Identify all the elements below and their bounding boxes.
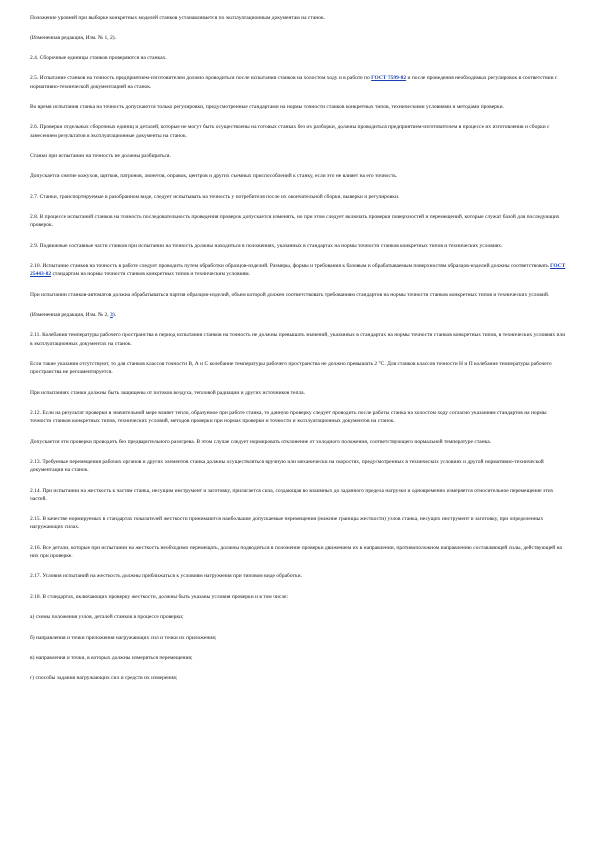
- paragraph-2-12: [30, 409, 566, 425]
- paragraph-2-6: [30, 123, 566, 139]
- paragraph-air-protection: [30, 389, 566, 397]
- paragraph-removal-allowed: [30, 172, 566, 180]
- paragraph-2-16: [30, 544, 566, 560]
- paragraph-automatic-machines: [30, 291, 566, 299]
- paragraph-text: Положение уровней при выборке конкретных моделей станков устанавливается по эксплуатационным документам на станок.: [30, 15, 326, 21]
- amendment-3-link[interactable]: 3: [110, 312, 113, 319]
- paragraph-2-7: [30, 193, 566, 201]
- paragraph-text: Допускается эти проверки проводить без предварительного разогрева. В этом случае следует нормировать отклонение от холодного положения, соответствующего нормальной температуре станка.: [30, 438, 492, 445]
- paragraph-text: Допускается снятие кожухов, щитков, патронов, люнетов, оправок, центров и других съемных приспособлений к станку, если это не влияет на его точность.: [30, 173, 398, 180]
- paragraph-no-preheat: [30, 438, 566, 446]
- paragraph-levels-position: [30, 14, 566, 22]
- paragraph-text: 2.4. Сборочные единицы станков проверяются на станках.: [30, 54, 167, 61]
- paragraph-text: стандартам на нормы точности станков конкретных типов и техническим условиям.: [51, 271, 250, 278]
- paragraph-text: 2.14. При испытании на жесткость к частям станка, несущим инструмент и заготовку, прилагается сила, создающая во взаимных до заданного предела нагрузки и одновременно измеряется относительное перемещение этих частей.: [30, 487, 554, 502]
- paragraph-text: 2.17. Условия испытаний на жесткость должны приближаться к условиям нагружения при типовом виде обработки.: [30, 573, 302, 580]
- paragraph-text: Во время испытания станка на точность допускаются только регулировки, предусмотренные стандартами на нормы точности станков конкретных типов, техническими условиями и методами проверки.: [30, 103, 504, 110]
- paragraph-text: 2.16. Все детали, которые при испытании на жесткость необходимо перемещать, должны подводиться в положение проверки движением их в направлении, противоположном направлению составляющей силы, действующей на них при проверке.: [30, 544, 562, 560]
- gost-7599-82-link[interactable]: ГОСТ 7599-82: [371, 75, 407, 82]
- paragraph-2-5: [30, 74, 566, 90]
- paragraph-text: 2.9. Подвижные составные части станков при испытании на точность должны находиться в положениях, указанных в стандартах на нормы точности станков конкретных типов и технических условиях.: [30, 242, 503, 249]
- paragraph-2-8: [30, 213, 566, 229]
- paragraph-text: ).: [112, 312, 117, 319]
- paragraph-regulation-during-test: [30, 103, 566, 111]
- list-item-b: [30, 634, 566, 642]
- paragraph-text: (Измененная редакция, Изм. № 2,: [30, 312, 111, 319]
- paragraph-text: 2.18. В стандартах, включающих проверку жесткости, должны быть указаны условия проверки и в том числе:: [30, 593, 288, 600]
- paragraph-text: Станки при испытании на точность не должны разбираться.: [30, 152, 171, 159]
- paragraph-text: 2.5. Испытание станков на точность предприятием-изготовителем должно проводиться после испытания станков на холостом ходу и в работе по: [30, 75, 372, 82]
- paragraph-amendment-note: [30, 34, 566, 42]
- paragraph-2-13: [30, 458, 566, 474]
- gost-25443-82-link[interactable]: ГОСТ 25443-82: [30, 263, 566, 278]
- paragraph-text: При испытаниях станки должны быть защищены от потоков воздуха, тепловой радиации и других источников тепла.: [30, 389, 305, 396]
- paragraph-text: 2.7. Станки, транспортируемые в разобранном виде, следует испытывать на точность у потребителя после их окончательной сборки, выверки и регулировки.: [30, 193, 400, 200]
- paragraph-text: и после проведения необходимых регулировок в соответствии с нормативно-технической документацией на станок.: [30, 75, 558, 90]
- paragraph-text: (Измененная редакция, Изм. № 1, 2).: [30, 34, 117, 41]
- paragraph-text: а) схемы положения узлов, деталей станков в процессе проверки;: [30, 614, 184, 621]
- paragraph-text: 2.11. Колебания температуры рабочего пространства в период испытания станков на точность не должны превышать значений, указанных в стандартах на нормы точности станков конкретных типов, в технических условиях или в эксплуатационных документах на станок.: [30, 332, 566, 347]
- paragraph-text: в) направления и точки, в которых должны измеряться перемещения;: [30, 654, 193, 661]
- paragraph-text: 2.15. В качестве нормируемых в стандартах показателей жесткости принимаются наибольшие допускаемые перемещения (нижние границы жесткости) узлов станка, несущих инструмент и заготовку, при определенных нагружающих силах.: [30, 516, 544, 531]
- list-item-v: [30, 654, 566, 662]
- paragraph-text: 2.10. Испытание станков на точность в работе следует проводить путем обработки образцов-изделий. Размеры, формы и требования к базовым и обрабатываемым поверхностям образцов-изделий должны соответствовать: [30, 263, 550, 270]
- paragraph-2-10: [30, 262, 566, 278]
- paragraph-text: 2.12. Если на результат проверки в значительной мере влияет тепло, образуемое при работе станка, то данную проверку следует проводить после работы станка на холостом ходу согласно указаниям стандартов на нормы точности станков конкретных типов, технических условий, методов проверки при нормах проверки и точности и эксплуатационных документов на станок.: [30, 410, 547, 425]
- paragraph-text: г) способы задания нагружающих сил и средств их измерения;: [30, 675, 178, 682]
- paragraph-text: б) направления и точки приложения нагружающих сил и точки их приложения;: [30, 634, 217, 641]
- list-item-g: [30, 674, 566, 682]
- paragraph-2-18: [30, 593, 566, 601]
- paragraph-text: 2.8. В процессе испытаний станков на точность последовательность проведения проверок допускается изменять, но при этом следует включать проверки поверхностей и перемещений, которые служат базой для последующих проверок.: [30, 214, 560, 229]
- paragraph-2-17: [30, 572, 566, 580]
- paragraph-text: Если такие указания отсутствуют, то для станков классов точности В, А и С колебание температуры рабочего пространства не должно превышать 2 °С. Для станков классов точности Н и П колебание температуры рабочего пространства не регламентируется.: [30, 361, 552, 376]
- paragraph-2-4: [30, 54, 566, 62]
- paragraph-text: При испытании станков-автоматов должна обрабатываться партия образцов-изделий, объем которой должен соответствовать требованиям стандартов на нормы точности станков конкретных типов и технических условий.: [30, 291, 550, 298]
- paragraph-2-15: [30, 515, 566, 531]
- document-page: [30, 14, 566, 695]
- paragraph-text: 2.6. Проверки отдельных сборочных единиц и деталей, которые не могут быть осуществлены на готовых станках без их разборки, должны проводиться предприятием-изготовителем в процессе их изготовления и сборки с занесением результатов в эксплуатационные документы на станок.: [30, 124, 550, 139]
- paragraph-no-disassembly: [30, 152, 566, 160]
- paragraph-2-9: [30, 242, 566, 250]
- paragraph-2-14: [30, 487, 566, 503]
- paragraph-2-11: [30, 331, 566, 347]
- paragraph-temperature-classes: [30, 360, 566, 376]
- paragraph-text: 2.13. Требуемые перемещения рабочих органов и других элементов станка должны осуществляться вручную или механически на скоростях, предусмотренных в технических условиях и другой нормативно-технической документации на станок.: [30, 459, 544, 474]
- list-item-a: [30, 613, 566, 621]
- paragraph-amendment-note-2: [30, 311, 566, 319]
